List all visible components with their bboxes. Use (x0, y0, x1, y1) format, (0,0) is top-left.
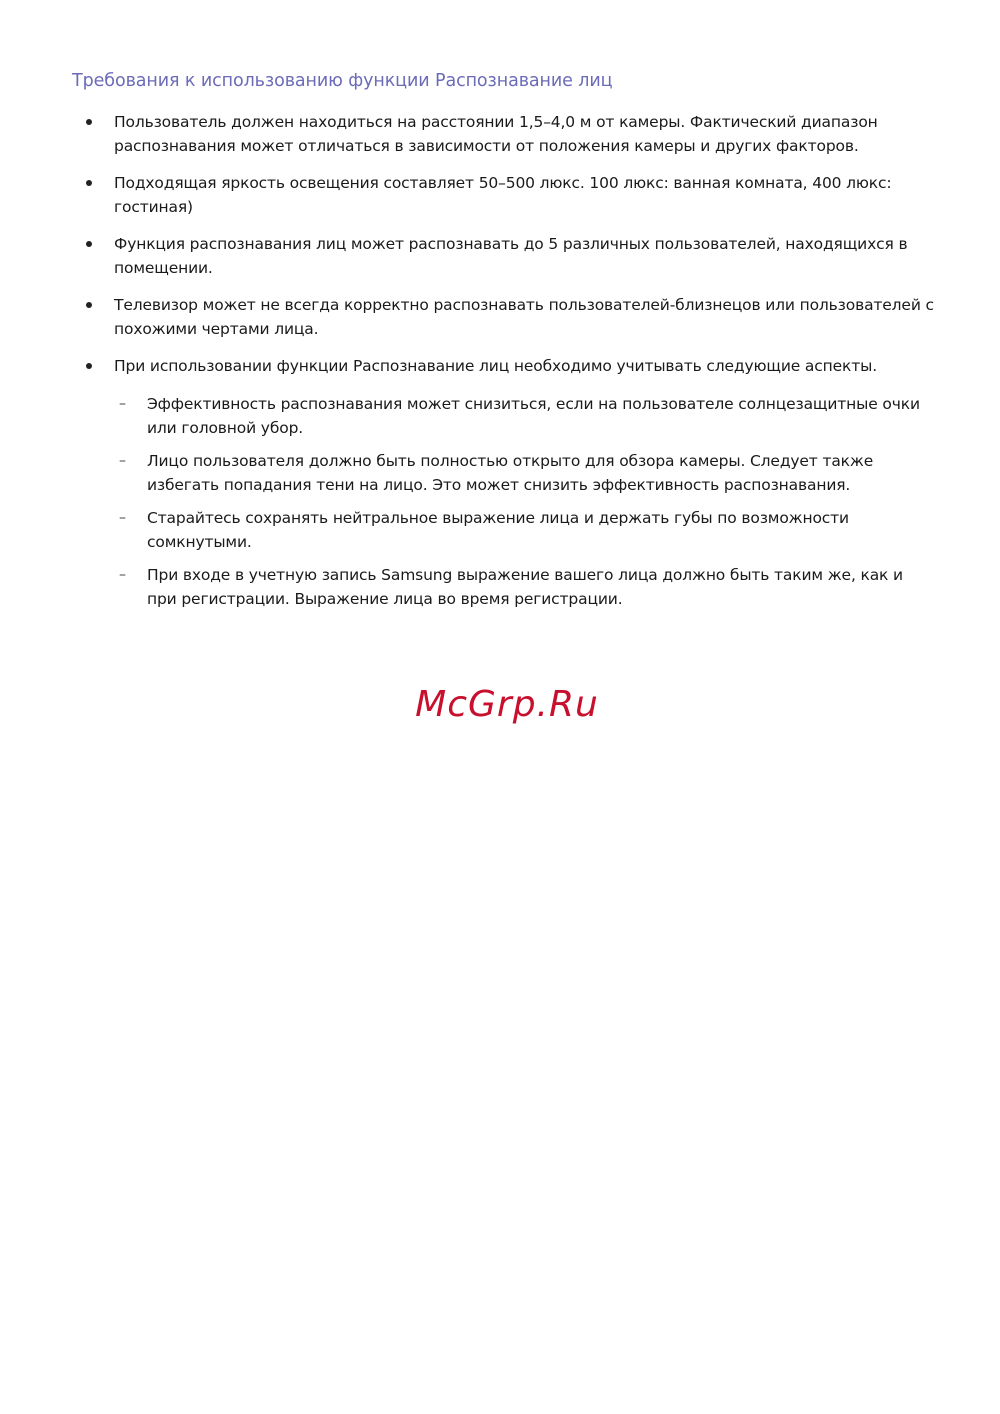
bullet-icon (86, 180, 92, 186)
bullet-icon (86, 363, 92, 369)
sublist-item-text: При входе в учетную запись Samsung выражение вашего лица должно быть таким же, как и при регистрации. Выражение лица во время регистрации. (147, 566, 903, 608)
dash-icon: – (119, 510, 126, 526)
sublist-item (114, 506, 937, 554)
bullet-icon (86, 302, 92, 308)
list-item (0, 171, 934, 219)
watermark-text: McGrp.Ru (415, 684, 599, 725)
bullet-icon (86, 119, 92, 125)
list-item (0, 232, 934, 280)
section-heading: Требования к использованию функции Распознавание лиц (72, 71, 613, 91)
aspects-sublist (114, 392, 934, 611)
sublist-item (114, 563, 937, 611)
sublist-item (114, 449, 937, 497)
sublist-item (114, 392, 937, 440)
requirements-list (0, 110, 1000, 624)
sublist-item-text: Эффективность распознавания может снизиться, если на пользователе солнцезащитные очки или головной убор. (147, 395, 920, 437)
list-item-text: Подходящая яркость освещения составляет 50–500 люкс. 100 люкс: ванная комната, 400 люкс: гостиная) (114, 174, 892, 216)
dash-icon: – (119, 396, 126, 412)
list-item-text: При использовании функции Распознавание лиц необходимо учитывать следующие аспекты. (114, 357, 877, 375)
list-item (0, 293, 934, 341)
list-item-text: Пользователь должен находиться на расстоянии 1,5–4,0 м от камеры. Фактический диапазон распознавания может отличаться в зависимости от положения камеры и других факторов. (114, 113, 878, 155)
dash-icon: – (119, 453, 126, 469)
bullet-icon (86, 241, 92, 247)
list-item (0, 354, 934, 611)
list-item (0, 110, 934, 158)
list-item-text: Телевизор может не всегда корректно распознавать пользователей-близнецов или пользователей с похожими чертами лица. (114, 296, 934, 338)
sublist-item-text: Лицо пользователя должно быть полностью открыто для обзора камеры. Следует также избегать попадания тени на лицо. Это может снизить эффективность распознавания. (147, 452, 874, 494)
list-item-text: Функция распознавания лиц может распознавать до 5 различных пользователей, находящихся в помещении. (114, 235, 908, 277)
sublist-item-text: Старайтесь сохранять нейтральное выражение лица и держать губы по возможности сомкнутыми. (147, 509, 849, 551)
dash-icon: – (119, 567, 126, 583)
